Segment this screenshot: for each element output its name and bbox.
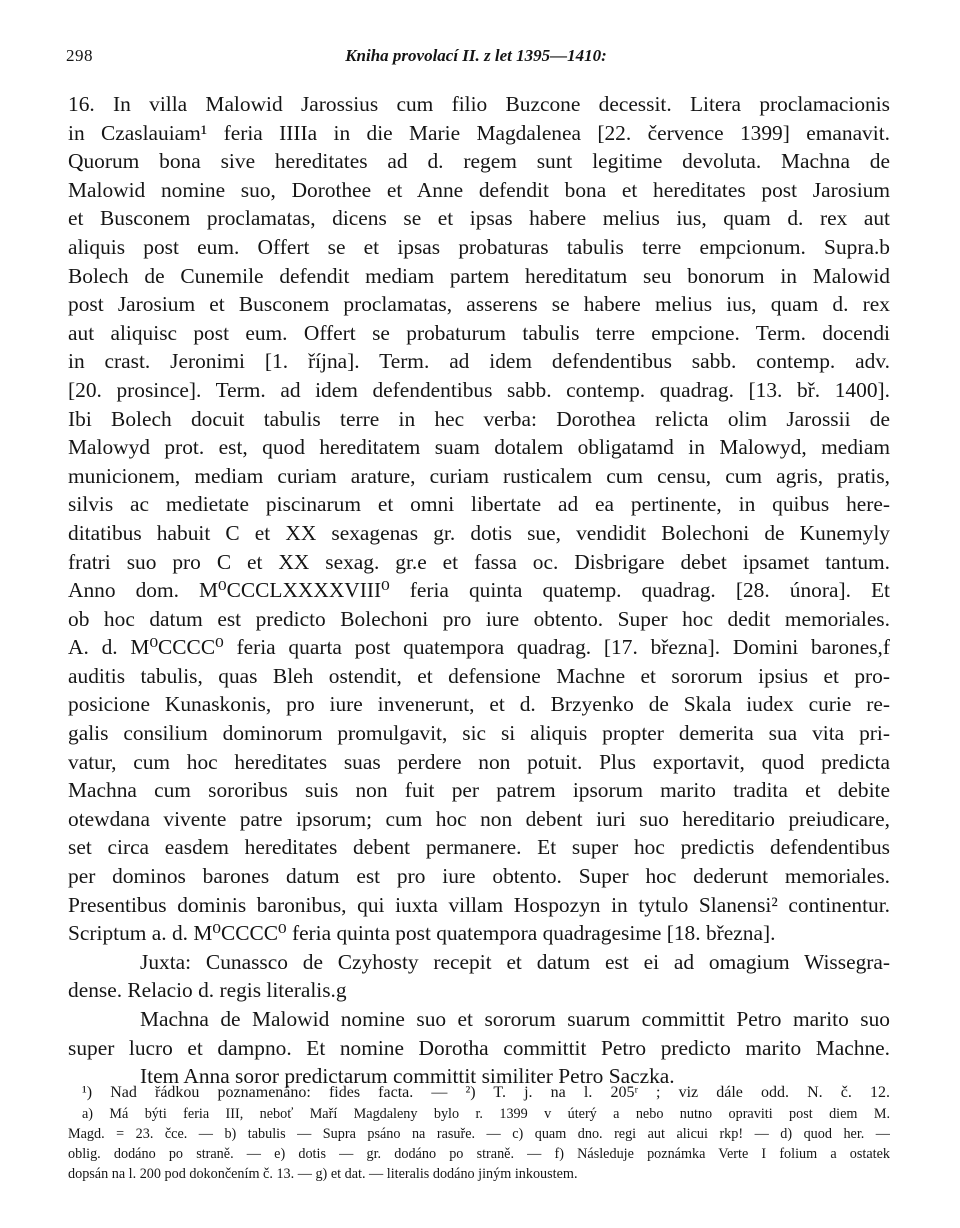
text-line: post Jarosium et Busconem proclamatas, asserens se habere melius ius, quam d. rex (68, 292, 890, 317)
text-line: Bolech de Cunemile defendit mediam partem hereditatum seu bonorum in Malowid (68, 263, 890, 288)
footnote-line: Magd. = 23. čce. — b) tabulis — Supra psáno na rasuře. — c) quam dno. regi aut alicui rkp! — d) quod her. — (68, 1126, 890, 1142)
footnote-line: ¹) Nad řádkou poznamenáno: fides facta. — ²) T. j. na l. 205ʳ ; viz dále odd. N. č. 12. (82, 1084, 890, 1101)
page-header (66, 46, 886, 70)
text-line: per dominos barones datum est pro iure obtento. Super hoc dederunt memoriales. (68, 864, 890, 889)
text-line: silvis ac medietate piscinarum et omni libertate ad ea pertinente, in quibus here- (68, 492, 890, 517)
text-line: in crast. Jeronimi [1. října]. Term. ad idem defendentibus sabb. contemp. adv. (68, 349, 890, 374)
text-line: dense. Relacio d. regis literalis.g (68, 978, 347, 1003)
text-line: municionem, mediam curiam arature, curiam rusticalem cum censu, cum agris, pratis, (68, 463, 890, 488)
text-line: Anno dom. M⁰CCCLXXXXVIII⁰ feria quinta quatemp. quadrag. [28. února]. Et (68, 578, 890, 603)
text-line: aliquis post eum. Offert se et ipsas probaturas tabulis terre empcionum. Supra.b (68, 234, 890, 259)
text-line: Juxta: Cunassco de Czyhosty recepit et datum est ei ad omagium Wissegra- (140, 949, 890, 974)
footnote-line: oblig. dodáno po straně. — e) dotis — gr. dodáno po straně. — f) Následuje poznámka Verte I folium a ostatek (68, 1146, 890, 1162)
text-line: et Busconem proclamatas, dicens se et ipsas habere melius ius, quam d. rex aut (68, 206, 890, 231)
page-number: 298 (66, 46, 93, 65)
text-line: posicione Kunaskonis, pro iure invenerunt, et d. Brzyenko de Skala iudex curie re- (68, 692, 890, 717)
text-line: auditis tabulis, quas Bleh ostendit, et defensione Machne et sororum ipsius et pro- (68, 663, 890, 688)
text-line: otewdana vivente patre ipsorum; cum hoc non debent iuri suo hereditario preiudicare, (68, 806, 890, 831)
text-line: Malowid nomine suo, Dorothee et Anne defendit bona et hereditates post Jarosium (68, 177, 890, 202)
text-line: super lucro et dampno. Et nomine Dorotha committit Petro predicto marito Machne. (68, 1035, 890, 1060)
text-line: Presentibus dominis baronibus, qui iuxta villam Hospozyn in tytulo Slanensi² continentur. (68, 892, 890, 917)
text-line: 16. In villa Malowid Jarossius cum filio Buzcone decessit. Litera proclamacionis (68, 92, 890, 116)
text-line: aut aliquisc post eum. Offert se probaturum tabulis terre empcione. Term. docendi (68, 320, 890, 345)
text-line: Machna cum sororibus suis non fuit per patrem ipsorum marito tradita et debite (68, 778, 890, 803)
text-line: set circa easdem hereditates debent permanere. Et super hoc predictis defendentibus (68, 835, 890, 860)
text-line: fratri suo pro C et XX sexag. gr.e et fassa oc. Disbrigare debet ipsamet tantum. (68, 549, 890, 574)
text-line: Item Anna soror predictarum committit similiter Petro Saczka. (140, 1064, 675, 1089)
footnote-line: a) Má býti feria III, neboť Maří Magdaleny bylo r. 1399 v úterý a nebo nutno opraviti post diem M. (82, 1106, 890, 1122)
text-line: ob hoc datum est predicto Bolechoni pro iure obtento. Super hoc dedit memoriales. (68, 606, 890, 631)
text-line: Machna de Malowid nomine suo et sororum suarum committit Petro marito suo (140, 1007, 890, 1031)
running-title: Kniha provolací II. z let 1395—1410: (345, 46, 607, 65)
text-line: in Czaslauiam¹ feria IIIIa in die Marie Magdalenea [22. července 1399] emanavit. (68, 120, 890, 145)
text-line: ditatibus habuit C et XX sexagenas gr. dotis sue, vendidit Bolechoni de Kunemyly (68, 520, 890, 545)
footnotes (68, 1082, 890, 1184)
entry-body (68, 90, 890, 1091)
text-line: A. d. M⁰CCCC⁰ feria quarta post quatempora quadrag. [17. března]. Domini barones,f (68, 635, 890, 660)
text-line: Scriptum a. d. M⁰CCCC⁰ feria quinta post quatempora quadragesime [18. března]. (68, 921, 776, 946)
text-line: Quorum bona sive hereditates ad d. regem sunt legitime devoluta. Machna de (68, 149, 890, 174)
text-line: [20. prosince]. Term. ad idem defendentibus sabb. contemp. quadrag. [13. bř. 1400]. (68, 377, 890, 402)
text-line: Malowyd prot. est, quod hereditatem suam dotalem obligatamd in Malowyd, mediam (68, 435, 890, 460)
text-line: vatur, cum hoc hereditates suas perdere non potuit. Plus exportavit, quod predicta (68, 749, 890, 774)
footnote-line: dopsán na l. 200 pod dokončením č. 13. — g) et dat. — literalis dodáno jiným inkoustem. (68, 1166, 578, 1182)
text-line: galis consilium dominorum promulgavit, sic si aliquis propter demerita sua vita pri- (68, 721, 890, 746)
text-line: Ibi Bolech docuit tabulis terre in hec verba: Dorothea relicta olim Jarossii de (68, 406, 890, 431)
